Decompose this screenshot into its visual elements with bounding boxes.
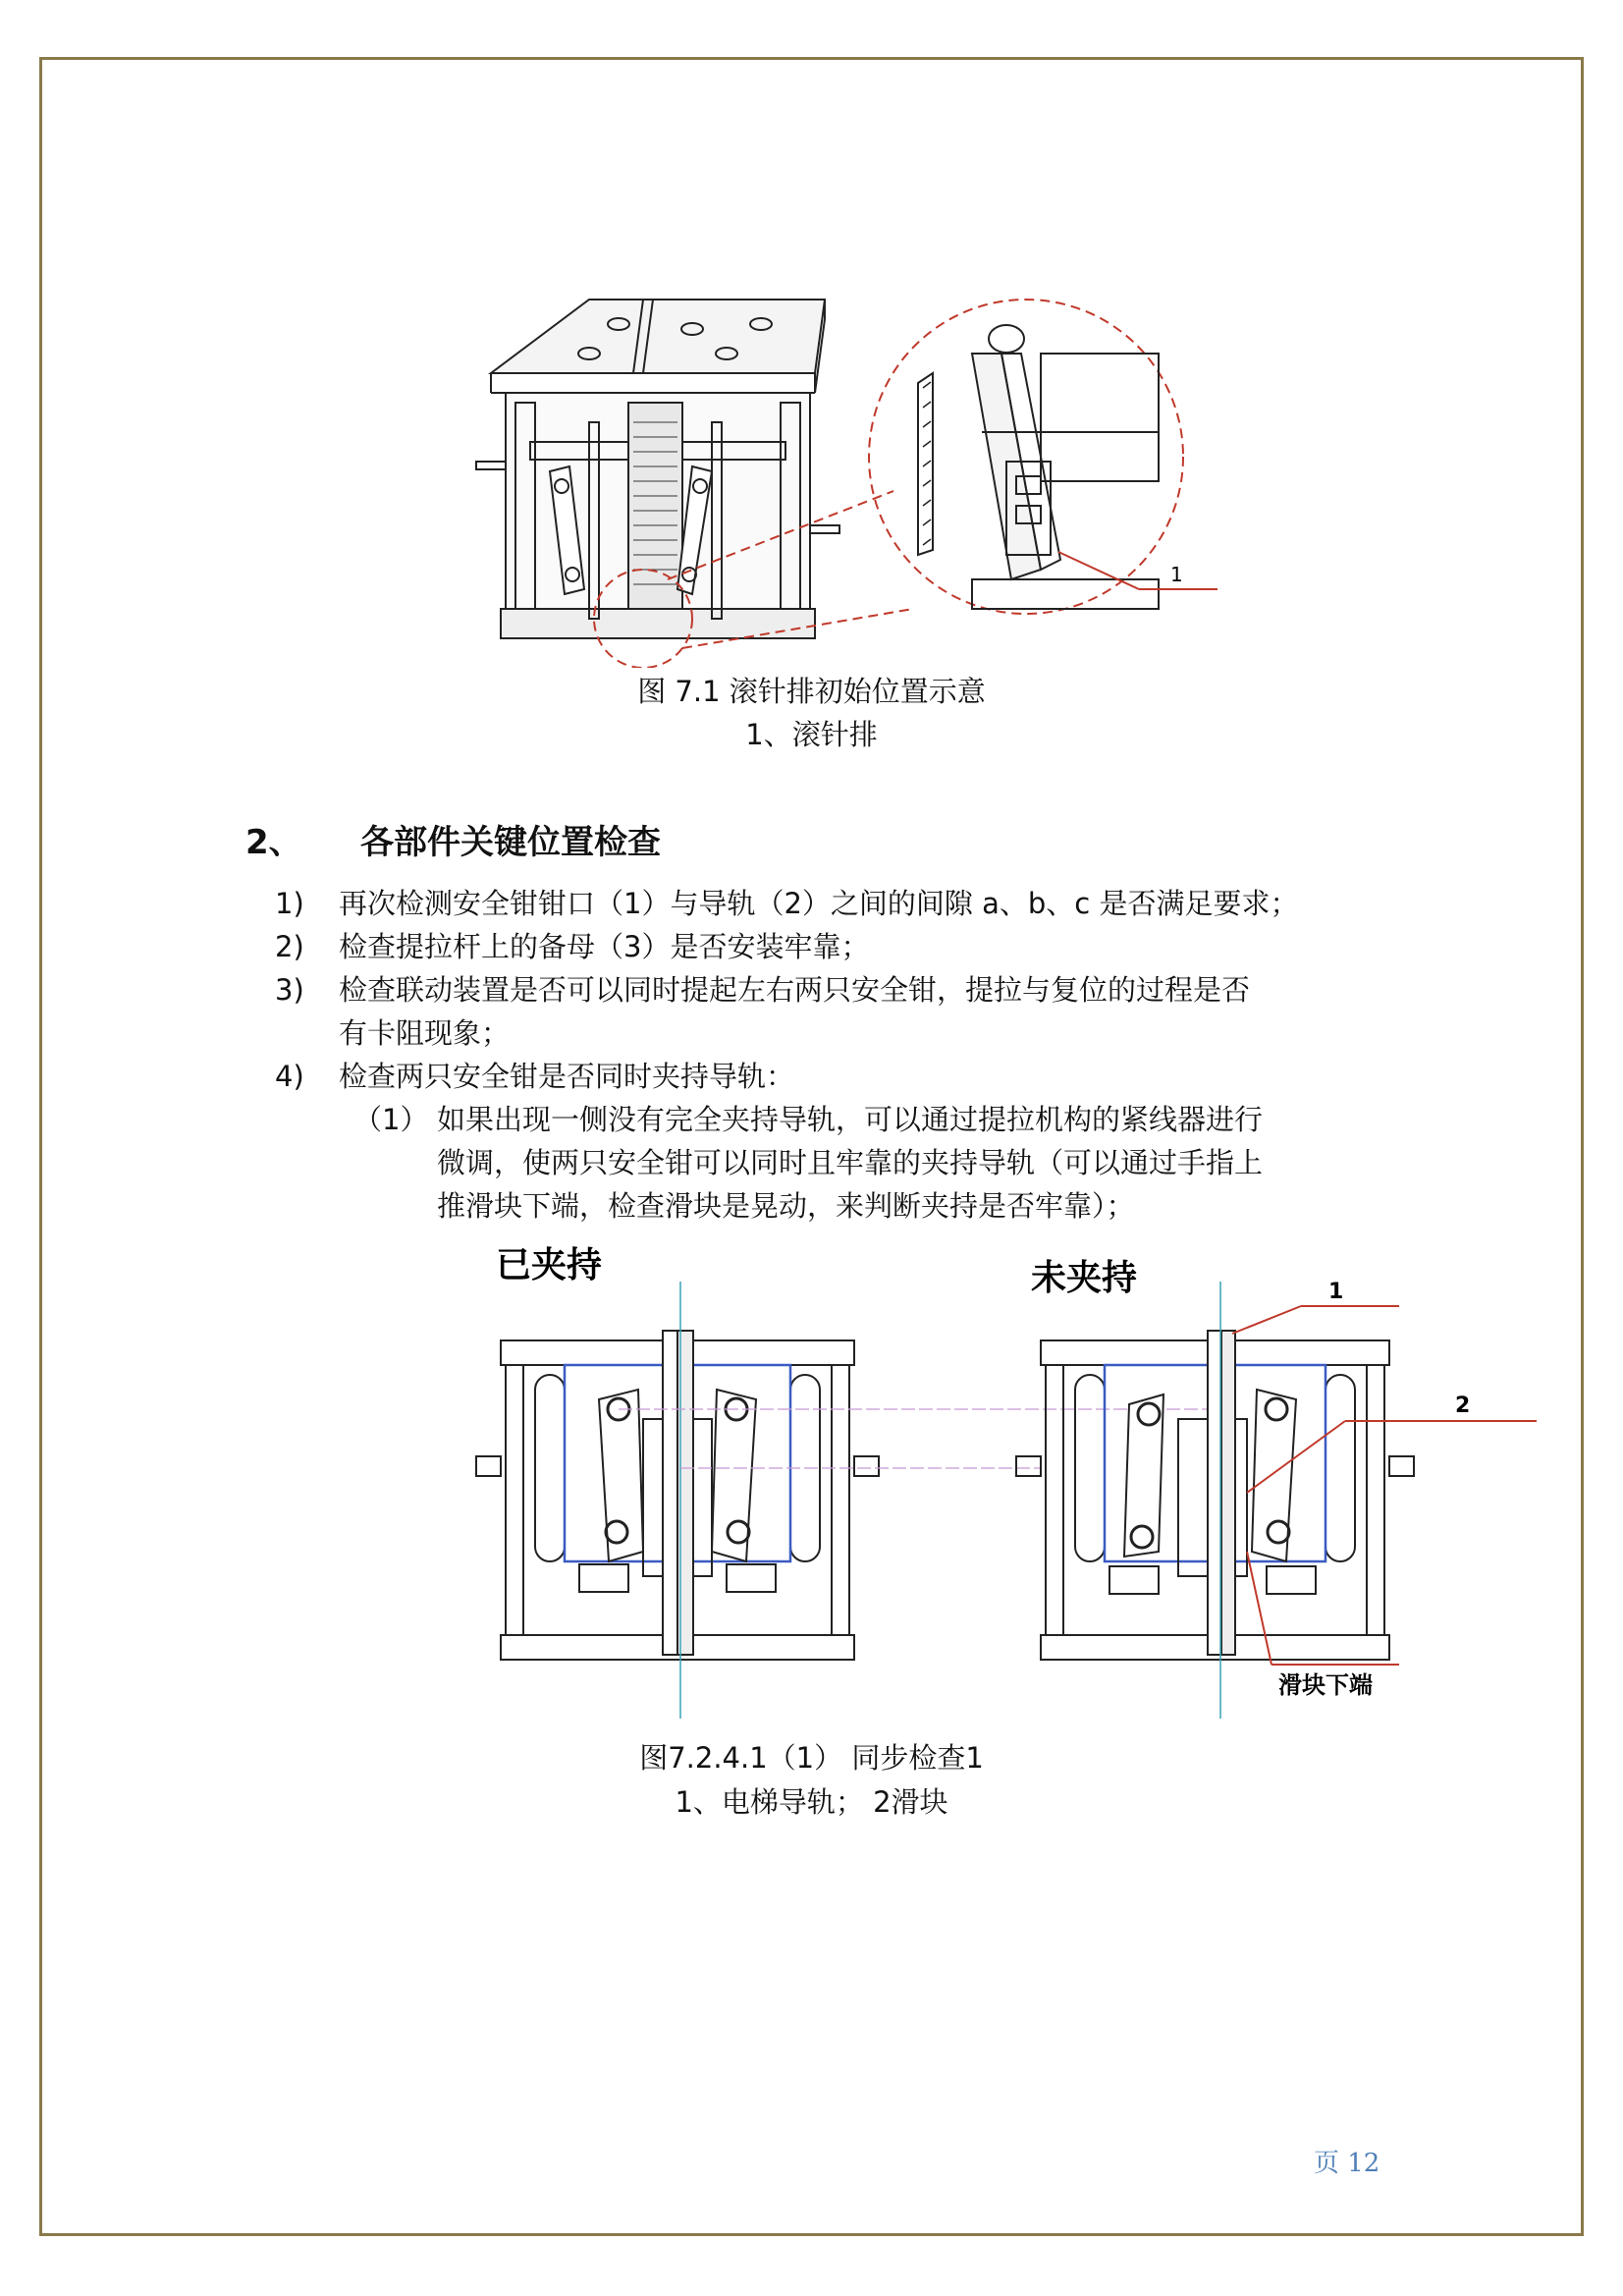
- list-item-text: 再次检测安全钳钳口（1）与导轨（2）之间的间隙 a、b、c 是否满足要求；: [339, 887, 1299, 920]
- sub-item-number: （1）: [353, 1103, 429, 1136]
- figure2-caption: 图7.2.4.1（1） 同步检查1: [639, 1741, 984, 1775]
- list-item-number: 3): [275, 973, 304, 1007]
- figure1-callout: 1: [1170, 563, 1183, 586]
- list-item-text: 检查两只安全钳是否同时夹持导轨：: [339, 1060, 795, 1093]
- list-item-text: 检查联动装置是否可以同时提起左右两只安全钳，提拉与复位的过程是否: [339, 973, 1251, 1007]
- sub-item-text: 微调，使两只安全钳可以同时且牢靠的夹持导轨（可以通过手指上: [437, 1146, 1264, 1179]
- list-item-3: [275, 968, 1404, 1055]
- list-item-text: 有卡阻现象；: [339, 1016, 511, 1050]
- figure1-legend: 1、滚针排: [745, 718, 878, 751]
- sub-item-1: [275, 1098, 1404, 1228]
- detail-content: [918, 325, 1159, 609]
- list-item-number: 2): [275, 930, 304, 963]
- list-item-4: [275, 1055, 1404, 1098]
- list-item-1: [275, 882, 1404, 925]
- right-assembly: [1016, 1331, 1414, 1660]
- list-item-text: 检查提拉杆上的备母（3）是否安装牢靠；: [339, 930, 870, 963]
- left-state-label: 已夹持: [496, 1245, 603, 1285]
- figure-7-1-drawing: [471, 295, 1237, 668]
- right-state-label: 未夹持: [1031, 1258, 1138, 1298]
- callout-slider-bottom: 滑块下端: [1278, 1671, 1373, 1699]
- list-item-2: [275, 925, 1404, 968]
- check-list: [275, 882, 1404, 1228]
- figure-7-2-4-1-drawing: [471, 1232, 1551, 1728]
- callout-1: 1: [1328, 1280, 1344, 1304]
- callout-2: 2: [1455, 1394, 1471, 1418]
- section-title: 各部件关键位置检查: [360, 823, 661, 862]
- section-number: 2、: [245, 823, 302, 862]
- figure1-caption: 图 7.1 滚针排初始位置示意: [637, 675, 986, 708]
- left-assembly: [476, 1331, 879, 1660]
- figure2-legend: 1、电梯导轨； 2滑块: [675, 1785, 948, 1819]
- safety-gear-iso: [476, 300, 839, 638]
- sub-item-text: 如果出现一侧没有完全夹持导轨，可以通过提拉机构的紧线器进行: [437, 1103, 1264, 1136]
- sub-item-text: 推滑块下端，检查滑块是晃动，来判断夹持是否牢靠）；: [437, 1189, 1135, 1223]
- list-item-number: 1): [275, 887, 304, 920]
- page-number: 页 12: [1314, 2149, 1380, 2178]
- list-item-number: 4): [275, 1060, 304, 1093]
